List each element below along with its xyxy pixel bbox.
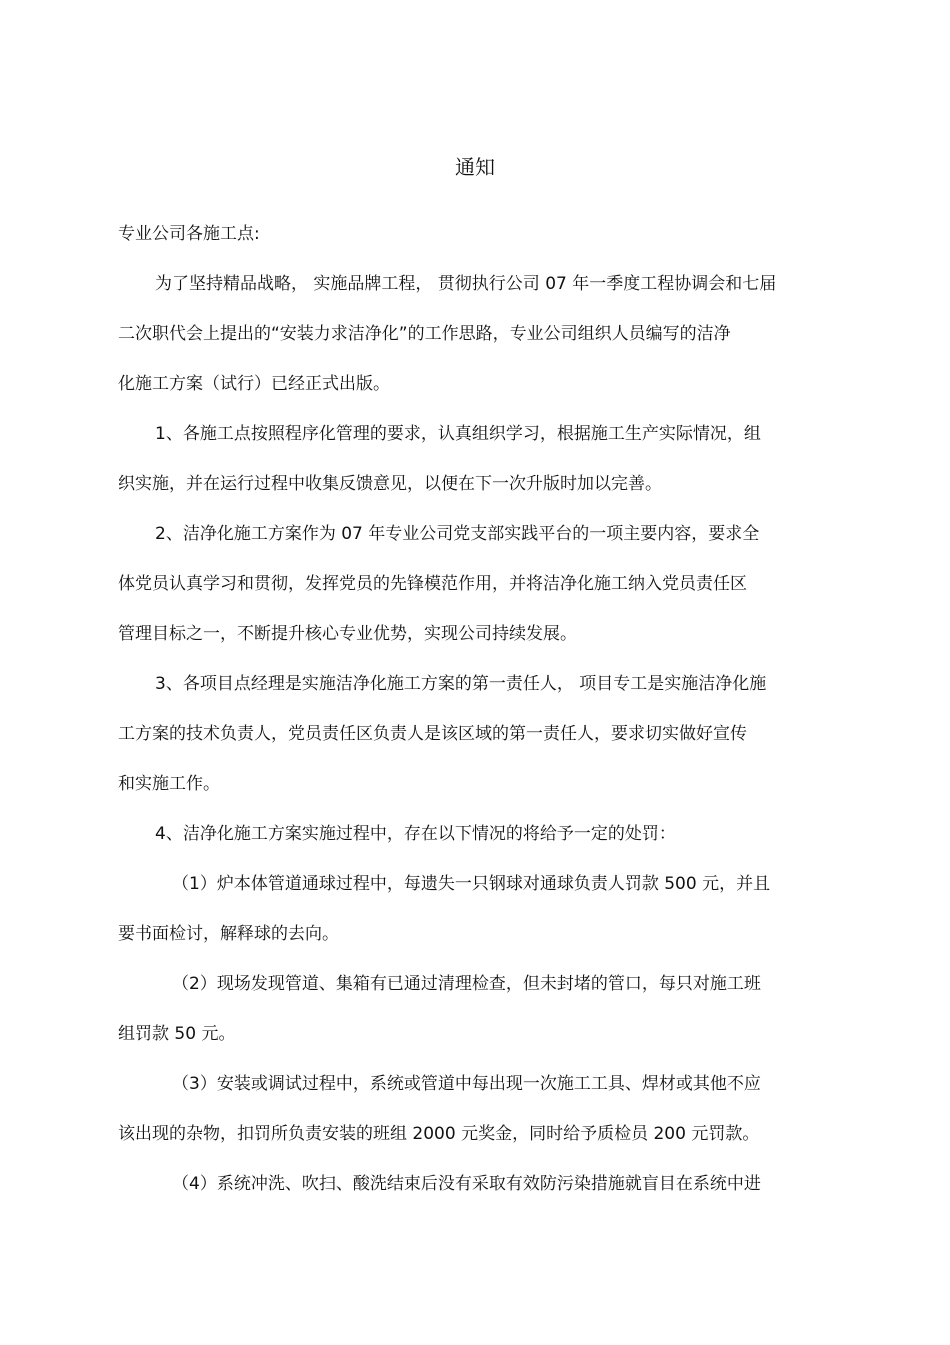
paragraph-line: （1）炉本体管道通球过程中，每遗失一只钢球对通球负责人罚款 500 元，并且 [172, 874, 771, 894]
paragraph-line: 和实施工作。 [118, 774, 220, 794]
paragraph-line: 1、各施工点按照程序化管理的要求，认真组织学习，根据施工生产实际情况，组 [155, 424, 761, 444]
document-title: 通知 [455, 155, 495, 179]
paragraph-line: 4、洁净化施工方案实施过程中，存在以下情况的将给予一定的处罚： [155, 824, 676, 844]
paragraph-line: 2、洁净化施工方案作为 07 年专业公司党支部实践平台的一项主要内容，要求全 [155, 524, 760, 544]
paragraph-line: 3、各项目点经理是实施洁净化施工方案的第一责任人， 项目专工是实施洁净化施 [155, 674, 767, 694]
salutation: 专业公司各施工点: [118, 224, 260, 244]
paragraph-line: （2）现场发现管道、集箱有已通过清理检查，但未封堵的管口，每只对施工班 [172, 974, 761, 994]
paragraph-line: 要书面检讨，解释球的去向。 [118, 924, 339, 944]
paragraph-line: 组罚款 50 元。 [118, 1024, 236, 1044]
paragraph-line: 管理目标之一，不断提升核心专业优势，实现公司持续发展。 [118, 624, 577, 644]
paragraph-line: 该出现的杂物，扣罚所负责安装的班组 2000 元奖金，同时给予质检员 200 元罚款。 [118, 1124, 760, 1144]
paragraph-line: 化施工方案（试行）已经正式出版。 [118, 374, 390, 394]
paragraph-line: 工方案的技术负责人，党员责任区负责人是该区域的第一责任人，要求切实做好宣传 [118, 724, 747, 744]
paragraph-line: 体党员认真学习和贯彻，发挥党员的先锋模范作用，并将洁净化施工纳入党员责任区 [118, 574, 747, 594]
paragraph-line: 二次职代会上提出的“安装力求洁净化”的工作思路，专业公司组织人员编写的洁净 [118, 324, 731, 344]
paragraph-line: （3）安装或调试过程中，系统或管道中每出现一次施工工具、焊材或其他不应 [172, 1074, 761, 1094]
paragraph-line: （4）系统冲洗、吹扫、酸洗结束后没有采取有效防污染措施就盲目在系统中进 [172, 1174, 761, 1194]
paragraph-line: 织实施，并在运行过程中收集反馈意见，以便在下一次升版时加以完善。 [118, 474, 662, 494]
paragraph-line: 为了坚持精品战略， 实施品牌工程， 贯彻执行公司 07 年一季度工程协调会和七届 [155, 274, 777, 294]
